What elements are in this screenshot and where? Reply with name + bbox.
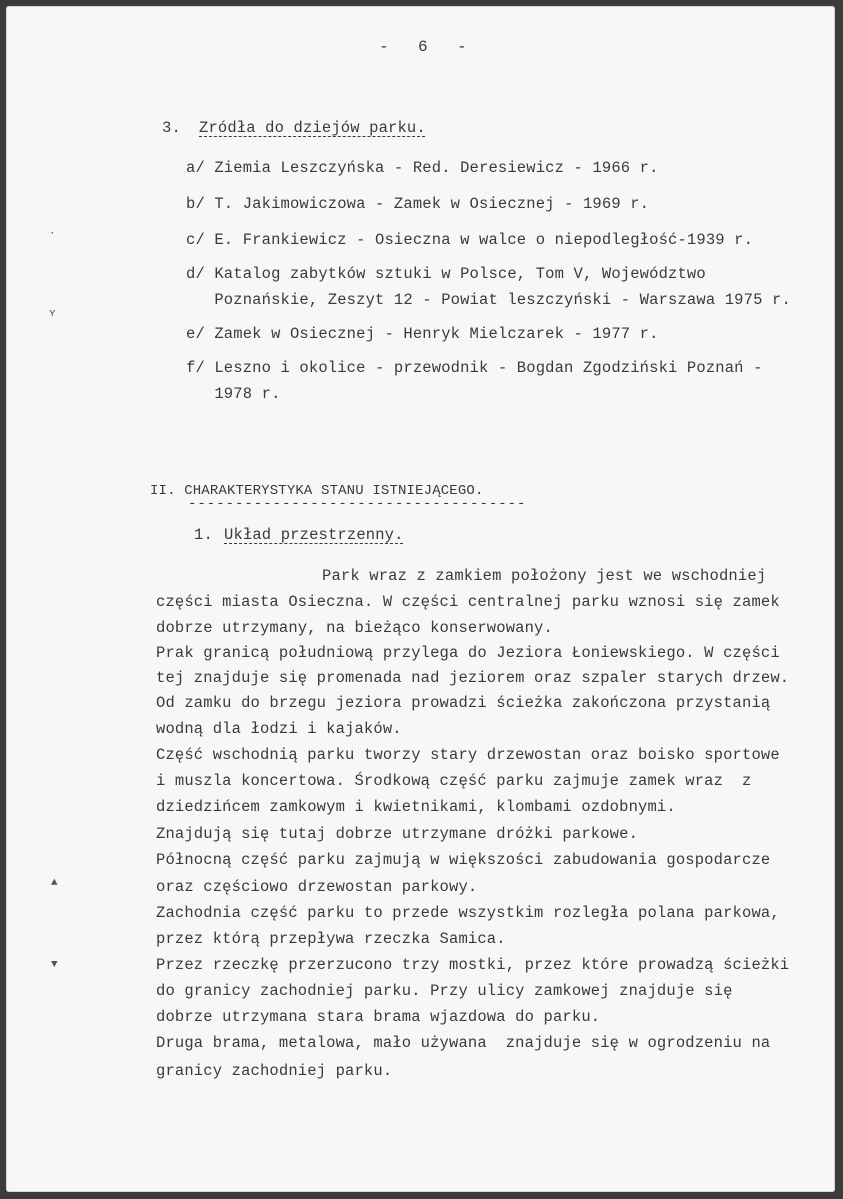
body-line: Od zamku do brzegu jeziora prowadzi ścieżka zakończona przystanią [156, 694, 771, 712]
page-number: - 6 - [379, 38, 467, 56]
margin-mark: ▼ [51, 959, 58, 971]
margin-mark: · [49, 228, 56, 240]
heading-rule: ------------------------------------ [188, 496, 527, 512]
body-line: oraz częściowo drzewostan parkowy. [156, 878, 478, 896]
body-line: i muszla koncertowa. Środkową część parku zajmuje zamek wraz z [156, 772, 752, 790]
body-line: do granicy zachodniej parku. Przy ulicy zamkowej znajduje się [156, 982, 733, 1000]
subsection-title: Układ przestrzenny. [224, 526, 404, 544]
body-line: Część wschodnią parku tworzy stary drzewostan oraz boisko sportowe [156, 746, 780, 764]
body-line: Północną część parku zajmują w większości zabudowania gospodarcze [156, 851, 771, 869]
source-item: b/ T. Jakimowiczowa - Zamek w Osiecznej - 1969 r. [186, 195, 650, 213]
source-item: d/ Katalog zabytków sztuki w Polsce, Tom V, Województwo [186, 265, 706, 283]
body-line: wodną dla łodzi i kajaków. [156, 720, 402, 738]
source-item: e/ Zamek w Osiecznej - Henryk Mielczarek - 1977 r. [186, 325, 659, 343]
margin-mark: ʏ [49, 308, 56, 320]
subsection-number: 1. [194, 526, 213, 544]
body-line: Zachodnia część parku to przede wszystkim rozległa polana parkowa, [156, 904, 780, 922]
section-number: 3. [162, 119, 181, 137]
document-page [6, 6, 835, 1192]
body-line: Druga brama, metalowa, mało używana znajduje się w ogrodzeniu na [156, 1034, 771, 1052]
body-line: części miasta Osieczna. W części centralnej parku wznosi się zamek [156, 593, 780, 611]
body-line: przez którą przepływa rzeczka Samica. [156, 930, 506, 948]
source-item: 1978 r. [186, 385, 281, 403]
body-line: Prak granicą południową przylega do Jeziora Łoniewskiego. W części [156, 644, 780, 662]
body-line: Przez rzeczkę przerzucono trzy mostki, przez które prowadzą ścieżki [156, 956, 790, 974]
body-line: dziedzińcem zamkowym i kwietnikami, klombami ozdobnymi. [156, 798, 676, 816]
body-line: dobrze utrzymany, na bieżąco konserwowany. [156, 619, 553, 637]
section-heading: II. CHARAKTERYSTYKA STANU ISTNIEJĄCEGO. [150, 483, 484, 499]
body-line: tej znajduje się promenada nad jeziorem oraz szpaler starych drzew. [156, 669, 790, 687]
margin-mark: ▲ [51, 877, 58, 889]
body-line: dobrze utrzymana stara brama wjazdowa do parku. [156, 1008, 601, 1026]
source-item: Poznańskie, Zeszyt 12 - Powiat leszczyński - Warszawa 1975 r. [186, 291, 791, 309]
body-line: Znajdują się tutaj dobrze utrzymane dróżki parkowe. [156, 825, 639, 843]
body-line: granicy zachodniej parku. [156, 1062, 393, 1080]
body-line: Park wraz z zamkiem położony jest we wschodniej [322, 567, 767, 585]
source-item: f/ Leszno i okolice - przewodnik - Bogdan Zgodziński Poznań - [186, 359, 763, 377]
section-title: Zródła do dziejów parku. [199, 119, 426, 137]
source-item: a/ Ziemia Leszczyńska - Red. Deresiewicz - 1966 r. [186, 159, 659, 177]
source-item: c/ E. Frankiewicz - Osieczna w walce o niepodległość-1939 r. [186, 231, 754, 249]
